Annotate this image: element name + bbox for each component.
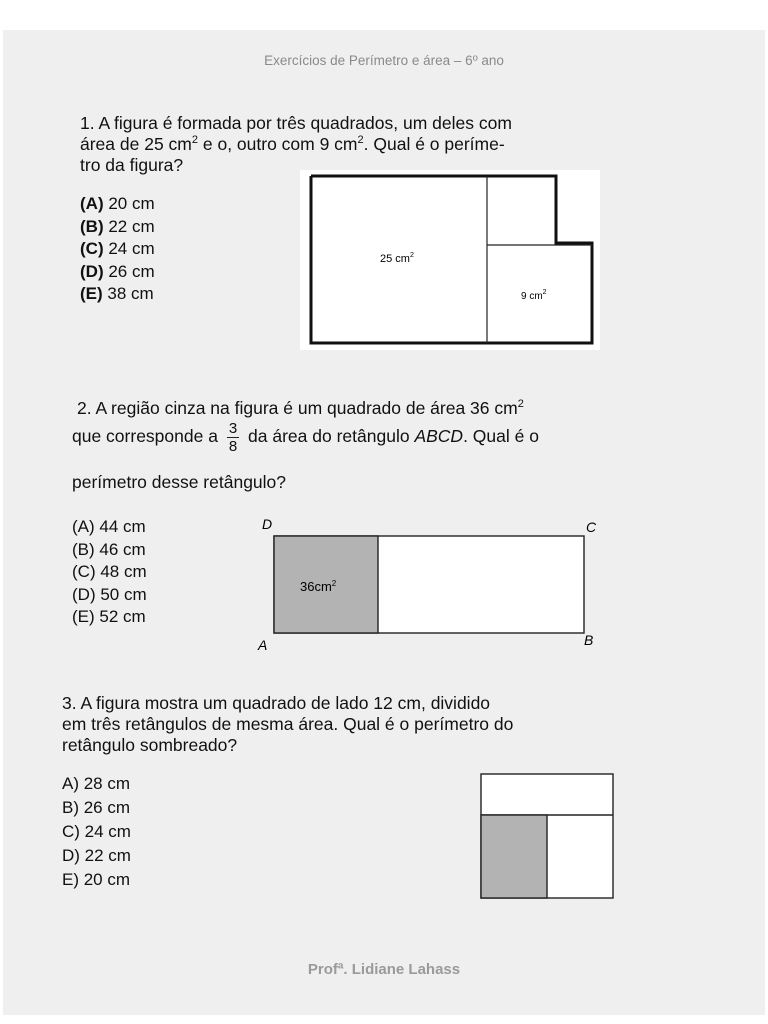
q3-options: [62, 772, 131, 892]
q1-options: [80, 193, 155, 306]
q2-option-b[interactable]: (B) 46 cm: [72, 539, 146, 559]
question-1-text: [80, 113, 640, 176]
q1-option-c[interactable]: (C) 24 cm: [80, 239, 155, 258]
q3-option-b[interactable]: B) 26 cm: [62, 798, 131, 817]
vertex-d: D: [262, 516, 273, 532]
q3-shaded-rectangle: [481, 815, 547, 898]
worksheet-header: Exercícios de Perímetro e área – 6º ano: [264, 53, 504, 68]
q2-option-c[interactable]: (C) 48 cm: [72, 562, 147, 581]
q2-options: [72, 516, 147, 629]
q1-label-9: 9 $cm^2$: [521, 289, 547, 302]
q1-line-3: tro da figura?: [80, 155, 184, 175]
q1-label-25: 25 $cm^2$: [380, 252, 414, 265]
q3-option-e[interactable]: E) 20 cm: [62, 870, 131, 889]
question-3-text: [62, 693, 642, 756]
q2-figure: [250, 510, 610, 660]
q1-line-2: área de 25 $cm^2$ e o, outro com 9 $cm^2$. Qual é o períme-: [80, 134, 505, 154]
q1-line-1: 1. A figura é formada por três quadrados, um deles com: [80, 113, 512, 133]
q2-option-d[interactable]: (D) 50 cm: [72, 584, 147, 604]
q3-line-3: retângulo sombreado?: [62, 735, 238, 755]
q2-option-e[interactable]: (E) 52 cm: [72, 607, 146, 626]
q1-option-b[interactable]: (B) 22 cm: [80, 216, 155, 236]
q2-line-2: que corresponde a $\frac{3}{8}$ da área do retângulo ABCD. Qual é o: [72, 420, 539, 455]
worksheet-footer: Profª. Lidiane Lahass: [307, 961, 461, 978]
q3-figure: [478, 770, 618, 902]
q1-option-e[interactable]: (E) 38 cm: [80, 284, 154, 303]
q3-line-1: 3. A figura mostra um quadrado de lado 12 cm, dividido: [62, 693, 491, 713]
q1-option-d[interactable]: (D) 26 cm: [80, 261, 155, 281]
vertex-c: C: [586, 519, 597, 535]
q3-option-d[interactable]: D) 22 cm: [62, 846, 131, 865]
q2-fraction: $\frac{3}{8}$: [228, 420, 238, 455]
q2-line-1: 2. A região cinza na figura é um quadrado de área 36 $cm^2$: [77, 398, 524, 418]
q3-line-2: em três retângulos de mesma área. Qual é o perímetro do: [62, 714, 514, 734]
q3-option-a[interactable]: A) 28 cm: [62, 774, 131, 793]
q2-line-3: perímetro desse retângulo?: [72, 472, 287, 492]
vertex-a: A: [258, 637, 268, 653]
vertex-b: B: [584, 632, 594, 648]
q2-label-36: $36cm^2$: [300, 579, 337, 594]
q1-option-a[interactable]: (A) 20 cm: [80, 194, 155, 213]
q3-option-c[interactable]: C) 24 cm: [62, 822, 131, 841]
q1-figure: [300, 170, 600, 350]
q2-option-a[interactable]: (A) 44 cm: [72, 517, 146, 536]
